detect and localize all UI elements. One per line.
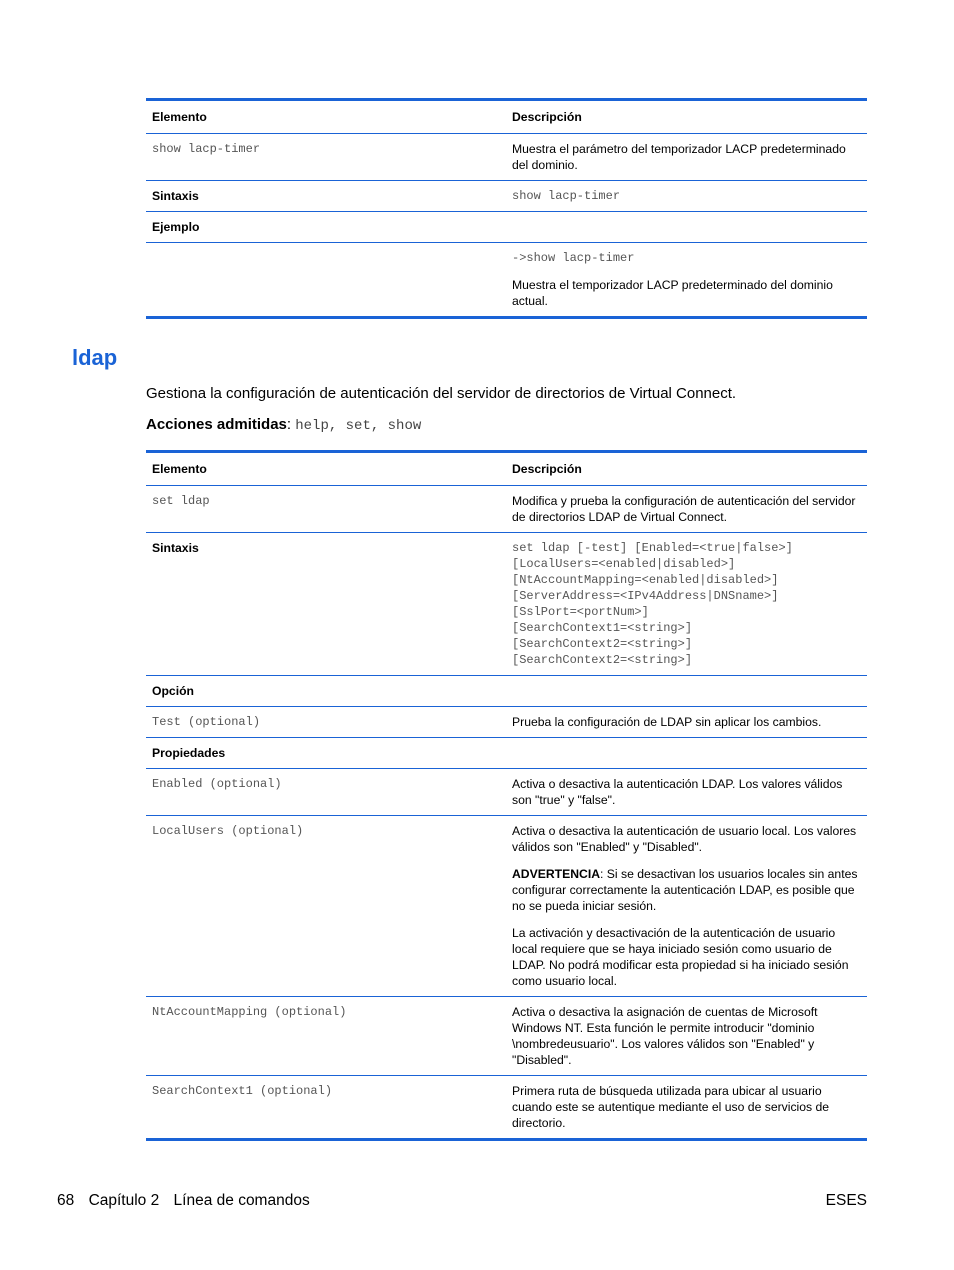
section-title: ldap xyxy=(72,345,118,370)
table-row xyxy=(146,486,867,533)
syntax-line: [SearchContext2=<string>] xyxy=(512,653,693,667)
table-row xyxy=(146,769,867,816)
syntax-line: [ServerAddress=<IPv4Address|DNSname>] xyxy=(512,589,779,603)
syntax-block xyxy=(506,533,867,676)
property-item: NtAccountMapping (optional) xyxy=(146,997,506,1076)
example-cell xyxy=(506,243,867,318)
empty-cell xyxy=(146,243,506,318)
table-row xyxy=(146,212,867,243)
option-item: Test (optional) xyxy=(146,707,506,738)
properties-label: Propiedades xyxy=(146,738,506,769)
page-footer xyxy=(57,1192,320,1210)
warning-note xyxy=(512,866,861,914)
property-item: SearchContext1 (optional) xyxy=(146,1076,506,1140)
actions-separator: : xyxy=(286,416,296,433)
empty-cell xyxy=(506,212,867,243)
ldap-table xyxy=(146,450,867,1141)
syntax-line: [SearchContext2=<string>] xyxy=(512,637,693,651)
property-item: Enabled (optional) xyxy=(146,769,506,816)
actions-value: help, set, show xyxy=(295,418,422,434)
page-number: 68 xyxy=(57,1192,75,1209)
chapter-label: Capítulo 2 xyxy=(88,1192,160,1209)
example-code: ->show lacp-timer xyxy=(512,251,635,265)
option-description: Prueba la configuración de LDAP sin aplicar los cambios. xyxy=(506,707,867,738)
table-row xyxy=(146,816,867,997)
example-label: Ejemplo xyxy=(146,212,506,243)
header-elemento: Elemento xyxy=(146,100,506,134)
chapter-title: Línea de comandos xyxy=(173,1192,310,1209)
property-item: LocalUsers (optional) xyxy=(146,816,506,997)
syntax-line: [SearchContext1=<string>] xyxy=(512,621,693,635)
description-cell: Muestra el parámetro del temporizador LACP predeterminado del dominio. xyxy=(506,134,867,181)
property-description: Primera ruta de búsqueda utilizada para ubicar al usuario cuando este se autentique mediante el uso de servicios de directorio. xyxy=(506,1076,867,1140)
supported-actions xyxy=(146,416,421,434)
localusers-description: Activa o desactiva la autenticación de usuario local. Los valores válidos son "Enabled" y "Disabled". xyxy=(512,824,857,854)
syntax-line: [SslPort=<portNum>] xyxy=(512,605,649,619)
syntax-label: Sintaxis xyxy=(146,533,506,676)
syntax-line: [NtAccountMapping=<enabled|disabled>] xyxy=(512,573,779,587)
table-header-row xyxy=(146,100,867,134)
header-elemento: Elemento xyxy=(146,452,506,486)
description-cell: Modifica y prueba la configuración de autenticación del servidor de directorios LDAP de Virtual Connect. xyxy=(506,486,867,533)
table-row xyxy=(146,134,867,181)
table-row xyxy=(146,533,867,676)
table-row xyxy=(146,676,867,707)
syntax-label: Sintaxis xyxy=(146,181,506,212)
actions-label: Acciones admitidas xyxy=(146,416,287,433)
property-description xyxy=(506,816,867,997)
table-row xyxy=(146,997,867,1076)
syntax-line: [LocalUsers=<enabled|disabled>] xyxy=(512,557,736,571)
syntax-value: show lacp-timer xyxy=(506,181,867,212)
command-cell: set ldap xyxy=(146,486,506,533)
localusers-note: La activación y desactivación de la autenticación de usuario local requiere que se haya iniciado sesión como usuario de LDAP. No podrá modificar esta propiedad si ha iniciado sesión como usuario local. xyxy=(512,926,849,988)
table-header-row xyxy=(146,452,867,486)
warning-label: ADVERTENCIA xyxy=(512,867,601,881)
example-description: Muestra el temporizador LACP predeterminado del dominio actual. xyxy=(512,278,833,308)
table-row xyxy=(146,181,867,212)
table-row xyxy=(146,707,867,738)
table-row xyxy=(146,738,867,769)
section-intro: Gestiona la configuración de autenticación del servidor de directorios de Virtual Connect. xyxy=(146,385,737,402)
warning-text: : Si se desactivan los usuarios locales sin antes configurar correctamente la autenticación LDAP, es posible que no se pueda iniciar sesión. xyxy=(512,867,858,913)
command-cell: show lacp-timer xyxy=(146,134,506,181)
header-descripcion: Descripción xyxy=(506,452,867,486)
footer-locale: ESES xyxy=(825,1192,867,1209)
option-label: Opción xyxy=(146,676,506,707)
lacp-timer-table xyxy=(146,98,867,319)
property-description: Activa o desactiva la autenticación LDAP. Los valores válidos son "true" y "false". xyxy=(506,769,867,816)
syntax-line: set ldap [-test] [Enabled=<true|false>] xyxy=(512,541,793,555)
table-row xyxy=(146,243,867,318)
empty-cell xyxy=(506,738,867,769)
property-description: Activa o desactiva la asignación de cuentas de Microsoft Windows NT. Esta función le permite introducir "dominio \nombredeusuario". Los valores válidos son "Enabled" y "Disabled". xyxy=(506,997,867,1076)
table-row xyxy=(146,1076,867,1140)
header-descripcion: Descripción xyxy=(506,100,867,134)
empty-cell xyxy=(506,676,867,707)
